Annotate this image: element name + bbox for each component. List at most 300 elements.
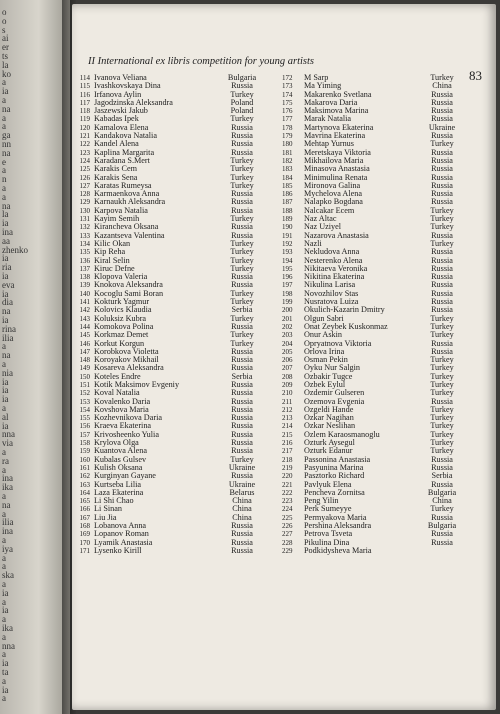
entry-name: Irfanova Aylin bbox=[94, 89, 142, 99]
left-page-text-fragment: a bbox=[2, 614, 6, 625]
entry-number: 168 bbox=[79, 522, 90, 531]
entry-country: Turkey bbox=[230, 172, 254, 182]
entry-name: Lobanova Anna bbox=[94, 521, 147, 531]
entry-country: Turkey bbox=[430, 222, 454, 232]
entry-name: Karadana S.Mert bbox=[94, 155, 150, 165]
entry-country: Russia bbox=[431, 454, 453, 464]
entry-number: 116 bbox=[79, 90, 90, 99]
left-page-text-fragment: dia bbox=[2, 297, 13, 308]
entry-name: Petrova Tsveta bbox=[304, 529, 353, 539]
left-page-text-fragment: na bbox=[2, 147, 11, 158]
entry-country: Turkey bbox=[230, 247, 254, 257]
left-page-text-fragment: a bbox=[2, 165, 6, 176]
entry-name: Karpova Natalia bbox=[94, 205, 148, 215]
entry-name: Ozemova Evgenia bbox=[304, 396, 365, 406]
entry-number: 189 bbox=[282, 215, 293, 224]
entry-number: 166 bbox=[79, 505, 90, 514]
entry-country: Russia bbox=[431, 230, 453, 240]
entry-country: Russia bbox=[231, 321, 253, 331]
left-page-text-fragment: na bbox=[2, 350, 11, 361]
entry-number: 164 bbox=[79, 488, 90, 497]
entry-name: Kotik Maksimov Evgeniy bbox=[94, 379, 180, 389]
entry-country: Russia bbox=[231, 355, 253, 365]
left-page-text-fragment: ria bbox=[2, 262, 12, 273]
entry-number: 186 bbox=[282, 190, 293, 199]
entry-name: Permyakova Maria bbox=[304, 512, 367, 522]
entry-country: Russia bbox=[431, 263, 453, 273]
entry-name: Karnaukh Aleksandra bbox=[94, 197, 166, 207]
entry-number: 187 bbox=[282, 198, 293, 207]
entry-country: Bulgaria bbox=[427, 521, 457, 531]
entry-country: Turkey bbox=[230, 180, 254, 190]
entry-number: 184 bbox=[282, 173, 293, 182]
entry-country: Turkey bbox=[430, 238, 454, 248]
entry-country: China bbox=[232, 496, 252, 506]
left-page-text-fragment: ia bbox=[2, 271, 9, 281]
entry-country: Ukraine bbox=[228, 479, 256, 489]
entry-number: 227 bbox=[282, 530, 293, 539]
entry-number: 176 bbox=[282, 107, 293, 116]
entry-name: Nusratova Luiza bbox=[304, 297, 359, 307]
entry-number: 165 bbox=[79, 497, 90, 506]
entry-country: Russia bbox=[431, 479, 453, 489]
left-page-text-fragment: a bbox=[2, 561, 6, 572]
entry-country: Russia bbox=[431, 155, 453, 165]
left-page-text-fragment: ia bbox=[2, 394, 9, 405]
entry-number: 130 bbox=[79, 206, 90, 215]
entry-country: Russia bbox=[231, 222, 253, 232]
entry-number: 132 bbox=[79, 223, 90, 232]
entry-name: Korkut Korgun bbox=[94, 338, 145, 348]
entry-number: 178 bbox=[282, 123, 293, 132]
entry-country: Russia bbox=[431, 346, 453, 356]
entry-name: Mavrina Ekaterina bbox=[304, 131, 366, 141]
left-page-text-fragment: na bbox=[2, 499, 11, 510]
left-page-text-fragment: ina bbox=[2, 526, 13, 537]
left-page-text-fragment: ika bbox=[2, 482, 13, 493]
entry-name: Koroyakov Mikhail bbox=[94, 355, 159, 365]
left-column bbox=[72, 74, 292, 555]
entry-country: Russia bbox=[231, 189, 253, 199]
entry-number: 190 bbox=[282, 223, 293, 232]
entry-name: Nekludova Anna bbox=[304, 247, 360, 257]
entry-number: 137 bbox=[79, 264, 90, 273]
left-page-text-fragment: ina bbox=[2, 227, 13, 237]
entry-country: Turkey bbox=[430, 504, 454, 514]
entry-name: Kokturk Yagmur bbox=[94, 297, 150, 307]
entry-name: Oyku Nur Salgin bbox=[304, 363, 360, 373]
entry-name: Kurtseba Lilia bbox=[94, 479, 142, 489]
entry-number: 161 bbox=[79, 463, 90, 472]
entry-number: 205 bbox=[282, 347, 293, 356]
entry-number: 191 bbox=[282, 231, 293, 240]
left-page-text-fragment: ina bbox=[2, 473, 13, 484]
entry-number: 174 bbox=[282, 90, 293, 99]
entry-number: 154 bbox=[79, 405, 90, 414]
entry-number: 117 bbox=[79, 98, 90, 107]
left-page-text-fragment: ia bbox=[2, 376, 9, 387]
left-page-text-fragment: a bbox=[2, 447, 6, 457]
entry-country: Turkey bbox=[430, 421, 454, 431]
entry-number: 225 bbox=[282, 513, 293, 522]
entry-name: Kiral Selin bbox=[94, 255, 130, 265]
entry-name: Nikulina Larisa bbox=[304, 280, 356, 290]
entry-name: Kiruc Defne bbox=[94, 263, 135, 273]
entry-number: 155 bbox=[79, 414, 90, 423]
entry-country: Turkey bbox=[430, 438, 454, 448]
entry-name: Klopova Valeria bbox=[94, 272, 148, 282]
entry-name: Onur Askin bbox=[304, 330, 342, 340]
entry-number: 180 bbox=[282, 140, 293, 149]
entry-number: 135 bbox=[79, 248, 90, 257]
entry-number: 121 bbox=[79, 132, 90, 141]
entry-number: 133 bbox=[79, 231, 90, 240]
left-page-text-fragment: ia bbox=[2, 605, 9, 616]
entry-name: Opryatnova Viktoria bbox=[304, 338, 372, 348]
entry-name: Karatas Rumeysa bbox=[94, 180, 152, 190]
entry-country: Russia bbox=[231, 413, 253, 423]
entry-country: Turkey bbox=[230, 330, 254, 340]
entry-number: 153 bbox=[79, 397, 90, 406]
left-page-text-fragment: rina bbox=[2, 323, 16, 334]
entry-country: Turkey bbox=[430, 139, 454, 149]
entry-country: Russia bbox=[431, 172, 453, 182]
left-page-text-fragment: ia bbox=[2, 288, 9, 299]
entry-number: 218 bbox=[282, 455, 293, 464]
left-page-text-fragment: a bbox=[2, 579, 6, 589]
entry-country: Russia bbox=[431, 114, 453, 124]
page-number: 83 bbox=[469, 68, 482, 83]
entry-number: 167 bbox=[79, 513, 90, 522]
entry-name: Mikhailova Maria bbox=[304, 155, 364, 165]
entry-country: Turkey bbox=[430, 214, 454, 224]
book-page bbox=[72, 4, 496, 710]
entry-number: 140 bbox=[79, 289, 90, 298]
entry-country: Turkey bbox=[430, 404, 454, 414]
entry-country: Russia bbox=[231, 346, 253, 356]
left-page-text-fragment: a bbox=[2, 693, 6, 704]
entry-number: 163 bbox=[79, 480, 90, 489]
left-page-text-fragment: iya bbox=[2, 543, 13, 554]
entry-number: 214 bbox=[282, 422, 293, 431]
left-page-text-fragment: a bbox=[2, 77, 6, 88]
left-page-text-fragment: o bbox=[2, 15, 7, 26]
entry-country: Russia bbox=[231, 421, 253, 431]
left-page-text-fragment: nna bbox=[2, 640, 15, 651]
entry-country: Turkey bbox=[230, 114, 254, 124]
left-page-text-fragment: er bbox=[2, 42, 9, 53]
left-page-text-fragment: eva bbox=[2, 279, 15, 290]
left-page-text-fragment: nia bbox=[2, 367, 13, 378]
entry-country: Russia bbox=[431, 288, 453, 298]
entry-name: Naz Altac bbox=[304, 214, 337, 224]
entry-name: Korkmaz Demet bbox=[94, 330, 149, 340]
left-page-text-fragment: a bbox=[2, 508, 6, 519]
entry-name: Okulich-Kazarin Dmitry bbox=[304, 305, 385, 315]
entry-number: 193 bbox=[282, 248, 293, 257]
left-page-text-fragment: a bbox=[2, 121, 6, 132]
entry-number: 192 bbox=[282, 239, 293, 248]
entry-row bbox=[72, 547, 292, 555]
left-page-text-fragment: ilia bbox=[2, 517, 14, 528]
entry-name: Kirancheva Oksana bbox=[94, 222, 159, 232]
entry-number: 201 bbox=[282, 314, 293, 323]
entry-number: 197 bbox=[282, 281, 293, 290]
entry-number: 216 bbox=[282, 439, 293, 448]
entry-name: Martynova Ekaterina bbox=[304, 122, 374, 132]
entry-name: Passonina Anastasia bbox=[304, 454, 371, 464]
entry-country: Russia bbox=[431, 462, 453, 472]
entry-number: 145 bbox=[79, 331, 90, 340]
entry-country: Russia bbox=[231, 197, 253, 207]
entry-name: Pershina Aleksandra bbox=[304, 521, 372, 531]
entry-number: 183 bbox=[282, 165, 293, 174]
entry-number: 202 bbox=[282, 322, 293, 331]
left-page-text-fragment: ilia bbox=[2, 332, 14, 343]
left-page-text-fragment: a bbox=[2, 191, 6, 202]
entry-number: 222 bbox=[282, 488, 293, 497]
entry-name: Mehtap Yurnus bbox=[304, 139, 354, 149]
entry-name: Kaplina Margarita bbox=[94, 147, 155, 157]
left-page-text-fragment: a bbox=[2, 464, 6, 475]
entry-country: Russia bbox=[431, 280, 453, 290]
entry-number: 120 bbox=[79, 123, 90, 132]
entry-name: Ozkar Neslihan bbox=[304, 421, 356, 431]
entry-country: Russia bbox=[231, 122, 253, 132]
entry-country: Turkey bbox=[430, 321, 454, 331]
entry-country: Turkey bbox=[230, 89, 254, 99]
left-page-text-fragment: ia bbox=[2, 385, 9, 396]
entry-number: 213 bbox=[282, 414, 293, 423]
entry-country: Russia bbox=[431, 272, 453, 282]
left-page-text-fragment: a bbox=[2, 649, 6, 660]
entry-country: Turkey bbox=[430, 388, 454, 398]
entry-number: 221 bbox=[282, 480, 293, 489]
entry-name: Laza Ekaterina bbox=[94, 487, 144, 497]
entry-number: 194 bbox=[282, 256, 293, 265]
left-page-text-fragment: s bbox=[2, 24, 6, 35]
entry-country: Russia bbox=[231, 396, 253, 406]
entry-name: Pasztorko Richard bbox=[304, 471, 365, 481]
left-page-text-fragment: ska bbox=[2, 570, 14, 581]
entry-number: 210 bbox=[282, 389, 293, 398]
left-page-edge bbox=[0, 0, 70, 714]
entry-number: 150 bbox=[79, 372, 90, 381]
entry-name: Naz Uziyel bbox=[304, 222, 342, 232]
left-page-text-fragment: ko bbox=[2, 68, 11, 79]
entry-country: Russia bbox=[231, 438, 253, 448]
entry-name: Karakis Sena bbox=[94, 172, 138, 182]
entry-name: Pikulina Dina bbox=[304, 537, 350, 547]
entry-country: Russia bbox=[231, 363, 253, 373]
entry-name: Osman Pekin bbox=[304, 355, 348, 365]
left-page-text-fragment: a bbox=[2, 95, 6, 105]
entry-number: 200 bbox=[282, 306, 293, 315]
entry-number: 147 bbox=[79, 347, 90, 356]
left-page-text-fragment: ia bbox=[2, 658, 9, 669]
entry-name: Kosareva Aleksandra bbox=[94, 363, 164, 373]
entry-number: 223 bbox=[282, 497, 293, 506]
entry-country: Serbia bbox=[231, 305, 253, 315]
entry-number: 148 bbox=[79, 356, 90, 365]
entry-name: Ozbakir Tugce bbox=[304, 371, 353, 381]
entry-number: 142 bbox=[79, 306, 90, 315]
entry-name: Nikitina Ekaterina bbox=[304, 272, 365, 282]
entry-name: Liu Jia bbox=[94, 512, 117, 522]
entry-country: Turkey bbox=[430, 313, 454, 323]
entry-number: 128 bbox=[79, 190, 90, 199]
entry-name: Karakis Cem bbox=[94, 164, 137, 174]
entry-country: Russia bbox=[231, 529, 253, 539]
left-page-text-fragment: zhenko bbox=[2, 244, 28, 255]
entry-country: Russia bbox=[231, 272, 253, 282]
entry-number: 131 bbox=[79, 215, 90, 224]
entry-name: Ozkar Nagihan bbox=[304, 413, 354, 423]
entry-number: 177 bbox=[282, 115, 293, 124]
entry-number: 123 bbox=[79, 148, 90, 157]
entry-country: Russia bbox=[231, 230, 253, 240]
left-page-text-fragment: na bbox=[2, 200, 11, 211]
left-page-text-fragment: a bbox=[2, 596, 6, 607]
left-page-text-fragment: ai bbox=[2, 33, 9, 44]
entry-name: Kozhevnikova Daria bbox=[94, 413, 162, 423]
entry-country: Russia bbox=[431, 106, 453, 116]
entry-name: Lysenko Kirill bbox=[94, 545, 142, 555]
entry-country: Russia bbox=[231, 81, 253, 91]
left-page-text-fragment: ra bbox=[2, 455, 9, 466]
left-page-text-fragment: a bbox=[2, 491, 6, 501]
entry-number: 211 bbox=[282, 397, 293, 406]
entry-name: Koluksiz Kubra bbox=[94, 313, 147, 323]
entry-name: Ozbek Eylul bbox=[304, 379, 346, 389]
entry-name: Komokova Polina bbox=[94, 321, 154, 331]
entry-country: Russia bbox=[231, 139, 253, 149]
left-page-text-fragment: nn bbox=[2, 139, 11, 149]
entry-country: Ukraine bbox=[228, 462, 256, 472]
entry-name: Nazarova Anastasia bbox=[304, 230, 369, 240]
left-page-text-fragment: ta bbox=[2, 667, 9, 677]
entry-number: 212 bbox=[282, 405, 293, 414]
entry-country: Turkey bbox=[430, 73, 454, 82]
entry-country: Russia bbox=[231, 147, 253, 157]
entry-number: 126 bbox=[79, 173, 90, 182]
entry-country: Russia bbox=[431, 396, 453, 406]
entry-country: Turkey bbox=[230, 255, 254, 265]
entry-number: 198 bbox=[282, 289, 293, 298]
left-page-text-fragment: ika bbox=[2, 623, 13, 633]
entry-country: Russia bbox=[231, 388, 253, 398]
entry-country: China bbox=[432, 496, 452, 506]
entry-country: Turkey bbox=[430, 363, 454, 373]
entry-country: Russia bbox=[431, 297, 453, 307]
entry-country: Bulgaria bbox=[427, 487, 457, 497]
entry-name: Minasova Anastasia bbox=[304, 164, 370, 174]
entry-country: Turkey bbox=[430, 355, 454, 365]
entry-country: Russia bbox=[231, 131, 253, 141]
left-page-text-fragment: la bbox=[2, 209, 9, 220]
page-header: II International ex libris competition for young artists bbox=[88, 56, 315, 67]
left-page-text-fragment: a bbox=[2, 359, 6, 369]
entry-country: Russia bbox=[431, 255, 453, 265]
entry-country: Russia bbox=[231, 404, 253, 414]
entry-country: Russia bbox=[431, 247, 453, 257]
entry-country: Turkey bbox=[230, 263, 254, 273]
left-page-text-fragment: a bbox=[2, 552, 6, 563]
entry-name: Ivanova Veliana bbox=[94, 73, 147, 82]
entry-name: Mironova Galina bbox=[304, 180, 361, 190]
entry-number: 152 bbox=[79, 389, 90, 398]
entry-name: Nesterenko Alena bbox=[304, 255, 363, 265]
entry-name: Lopanov Roman bbox=[94, 529, 149, 539]
entry-country: Turkey bbox=[230, 214, 254, 224]
entry-country: Russia bbox=[431, 180, 453, 190]
entry-name: Krivosheenko Yulia bbox=[94, 429, 159, 439]
entry-name: Koval Natalia bbox=[94, 388, 140, 398]
entry-country: Turkey bbox=[430, 413, 454, 423]
entry-number: 162 bbox=[79, 472, 90, 481]
entry-number: 219 bbox=[282, 463, 293, 472]
entry-name: Perk Sumeyye bbox=[304, 504, 352, 514]
entry-number: 125 bbox=[79, 165, 90, 174]
entry-country: Russia bbox=[431, 89, 453, 99]
entry-name: Mychelova Alena bbox=[304, 189, 362, 199]
entry-number: 157 bbox=[79, 430, 90, 439]
entry-country: Turkey bbox=[230, 238, 254, 248]
entry-number: 139 bbox=[79, 281, 90, 290]
right-column bbox=[282, 74, 496, 555]
entry-name: Jagodzinska Aleksandra bbox=[94, 97, 173, 107]
entry-number: 173 bbox=[282, 82, 293, 91]
left-page-text-fragment: a bbox=[2, 535, 6, 545]
entry-number: 129 bbox=[79, 198, 90, 207]
entry-name: Jaszewski Jakub bbox=[94, 106, 148, 116]
entry-name: Kabadas Ipek bbox=[94, 114, 139, 124]
entry-name: Krylova Olga bbox=[94, 438, 139, 448]
entry-number: 114 bbox=[79, 74, 90, 82]
entry-number: 199 bbox=[282, 298, 293, 307]
entry-name: Kandel Alena bbox=[94, 139, 139, 149]
entry-country: Russia bbox=[431, 512, 453, 522]
entry-number: 169 bbox=[79, 530, 90, 539]
entry-number: 175 bbox=[282, 98, 293, 107]
entry-name: Kilic Okan bbox=[94, 238, 131, 248]
entry-name: Marak Natalia bbox=[304, 114, 352, 124]
entry-number: 196 bbox=[282, 273, 293, 282]
entry-country: Bulgaria bbox=[227, 73, 257, 82]
entry-name: Kolovics Klaudia bbox=[94, 305, 152, 315]
entry-name: Kamalova Elena bbox=[94, 122, 149, 132]
entry-number: 171 bbox=[79, 546, 90, 555]
left-page-text-fragment: ts bbox=[2, 51, 9, 61]
entry-country: Russia bbox=[431, 537, 453, 547]
entry-name: Kulish Oksana bbox=[94, 462, 143, 472]
entry-country: Turkey bbox=[430, 330, 454, 340]
entry-number: 158 bbox=[79, 439, 90, 448]
entry-name: Olgun Sabri bbox=[304, 313, 344, 323]
entry-name: Meretskaya Viktoria bbox=[304, 147, 371, 157]
entry-country: Russia bbox=[431, 164, 453, 174]
entry-name: M Sarp bbox=[304, 73, 329, 82]
entry-name: Ma Yiming bbox=[304, 81, 342, 91]
entry-name: Ozturk Aysegul bbox=[304, 438, 355, 448]
entry-name: Novozhilov Stas bbox=[304, 288, 359, 298]
entry-country: Russia bbox=[231, 205, 253, 215]
entry-number: 195 bbox=[282, 264, 293, 273]
entry-name: Koteles Endre bbox=[94, 371, 141, 381]
entry-country: Turkey bbox=[430, 379, 454, 389]
entry-country: China bbox=[232, 512, 252, 522]
entry-country: Russia bbox=[231, 446, 253, 456]
